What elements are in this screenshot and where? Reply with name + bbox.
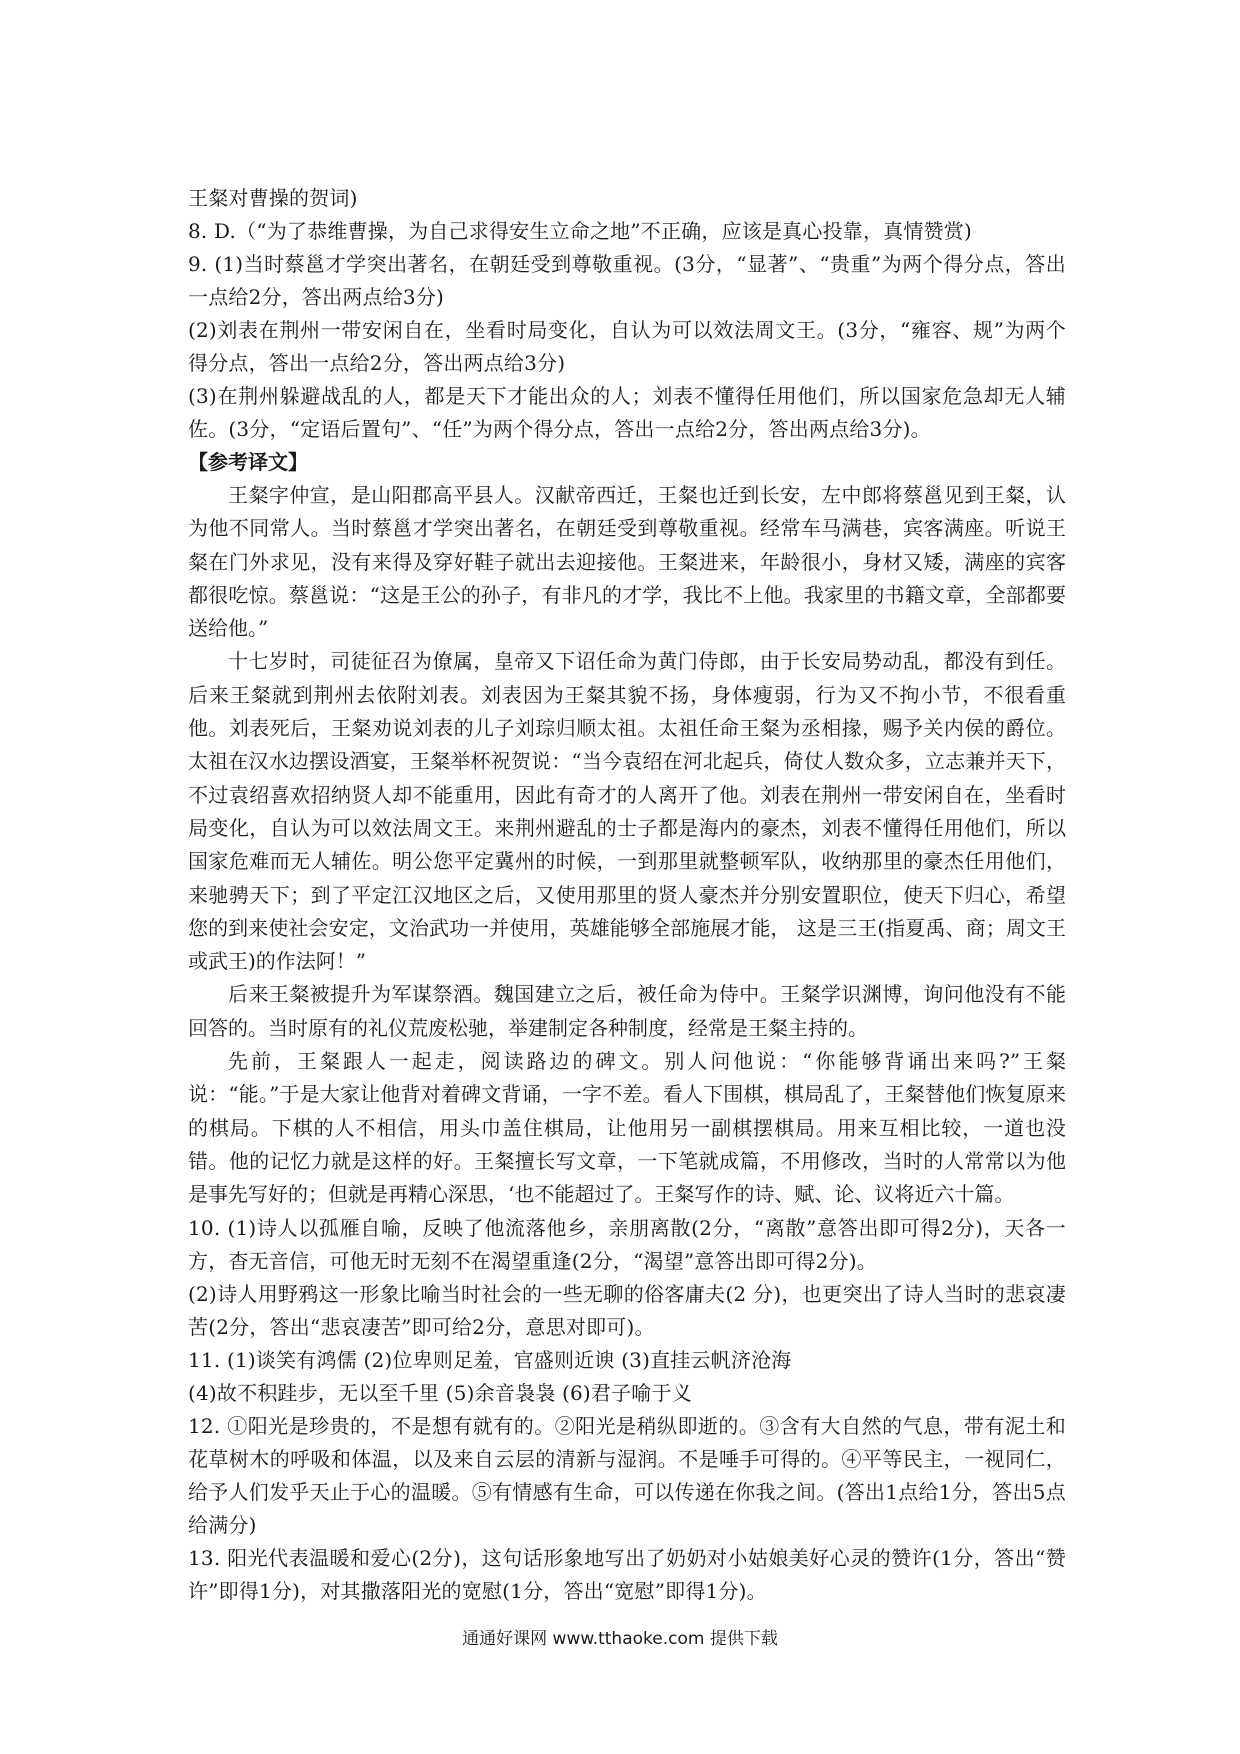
answer-q11-1: 11. (1)谈笑有鸿儒 (2)位卑则足羞，官盛则近谀 (3)直挂云帆济沧海 [188,1347,792,1372]
answer-q10-1: 10. (1)诗人以孤雁自喻，反映了他流落他乡，亲朋离散(2分，“离散”意答出即可得2分)，天各一方，杳无音信，可他无时无刻不在渴望重逢(2分，“渴望”意答出即可得2分)。 [188,1215,1066,1273]
translation-paragraph-3: 后来王粲被提升为军谋祭酒。魏国建立之后，被任命为侍中。王粲学识渊博，询问他没有不能回答的。当时原有的礼仪荒废松驰，举建制定各种制度，经常是王粲主持的。 [188,982,1066,1040]
page-footer: 通通好课网 www.tthaoke.com 提供下载 [462,1629,778,1649]
answer-q10-2: (2)诗人用野鸦这一形象比喻当时社会的一些无聊的俗客庸夫(2 分)，也更突出了诗人当时的悲哀凄苦(2分，答出“悲哀凄苦”即可给2分，意思对即可)。 [188,1281,1066,1339]
answer-q9-1: 9. (1)当时蔡邕才学突出著名，在朝廷受到尊敬重视。(3分，“显著”、“贵重”为两个得分点，答出一点给2分，答出两点给3分) [188,252,1066,309]
page-content [188,182,1066,1608]
answer-line-continuation: 王粲对曹操的贺词) [188,186,358,210]
answer-q8: 8. D.（“为了恭维曹操，为自己求得安生立命之地”不正确，应该是真心投靠，真情赞赏) [188,219,972,243]
translation-paragraph-2: 十七岁时，司徒征召为僚属，皇帝又下诏任命为黄门侍郎，由于长安局势动乱，都没有到任。后来王粲就到荆州去依附刘表。刘表因为王粲其貌不扬，身体瘦弱，行为又不拘小节，不很看重他。刘表死后，王粲劝说刘表的儿子刘琮归顺太祖。太祖任命王粲为丞相掾，赐予关内侯的爵位。太祖在汉水边摆设酒宴，王粲举杯祝贺说：“当今袁绍在河北起兵，倚仗人数众多，立志兼并天下，不过袁绍喜欢招纳贤人却不能重用，因此有奇才的人离开了他。刘表在荆州一带安闲自在，坐看时局变化，自认为可以效法周文王。来荆州避乱的士子都是海内的豪杰，刘表不懂得任用他们，所以国家危难而无人辅佐。明公您平定冀州的时候，一到那里就整顿军队，收纳那里的豪杰任用他们，来驰骋天下；到了平定江汉地区之后，又使用那里的贤人豪杰并分别安置职位，使天下归心，希望您的到来使社会安定，文治武功一并使用，英雄能够全部施展才能， 这是三王(指夏禹、商；周文王或武王)的作法阿！” [188,649,1066,974]
translation-heading: 【参考译文】 [188,450,308,474]
answer-q11-2: (4)故不积跬步，无以至千里 (5)余音袅袅 (6)君子喻于义 [188,1380,692,1405]
answer-q13: 13. 阳光代表温暖和爱心(2分)，这句话形象地写出了奶奶对小姑娘美好心灵的赞许(1分，答出“赞许”即得1分)，对其撒落阳光的宽慰(1分，答出“宽慰”即得1分)。 [188,1545,1066,1603]
answer-q12: 12. ①阳光是珍贵的，不是想有就有的。②阳光是稍纵即逝的。③含有大自然的气息，带有泥土和花草树木的呼吸和体温，以及来自云层的清新与湿润。不是唾手可得的。④平等民主，一视同仁，给予人们发乎天止于心的温暖。⑤有情感有生命，可以传递在你我之间。(答出1点给1分，答出5点给满分) [188,1413,1066,1537]
answer-q9-3: (3)在荆州躲避战乱的人，都是天下才能出众的人；刘表不懂得任用他们，所以国家危急却无人辅佐。(3分，“定语后置句”、“任”为两个得分点，答出一点给2分，答出两点给3分)。 [188,384,1066,441]
translation-paragraph-1: 王粲字仲宣，是山阳郡高平县人。汉献帝西迁，王粲也迁到长安，左中郎将蔡邕见到王粲，认为他不同常人。当时蔡邕才学突出著名，在朝廷受到尊敬重视。经常车马满巷，宾客满座。听说王粲在门外求见，没有来得及穿好鞋子就出去迎接他。王粲进来，年龄很小，身材又矮，满座的宾客都很吃惊。蔡邕说：“这是王公的孙子，有非凡的才学，我比不上他。我家里的书籍文章，全部都要送给他。” [188,483,1066,641]
answer-q9-2: (2)刘表在荆州一带安闲自在，坐看时局变化，自认为可以效法周文王。(3分，“雍容、规”为两个得分点，答出一点给2分，答出两点给3分) [188,318,1066,375]
translation-paragraph-4: 先前，王粲跟人一起走，阅读路边的碑文。别人问他说：“你能够背诵出来吗?”王粲说：“能。”于是大家让他背对着碑文背诵，一字不差。看人下围棋，棋局乱了，王粲替他们恢复原来的棋局。下棋的人不相信，用头巾盖住棋局，让他用另一副棋摆棋局。用来互相比较，一道也没错。他的记忆力就是这样的好。王粲擅长写文章，一下笔就成篇，不用修改，当时的人常常以为他是事先写好的；但就是再精心深思，‘也不能超过了。王粲写作的诗、赋、论、议将近六十篇。 [188,1049,1066,1207]
